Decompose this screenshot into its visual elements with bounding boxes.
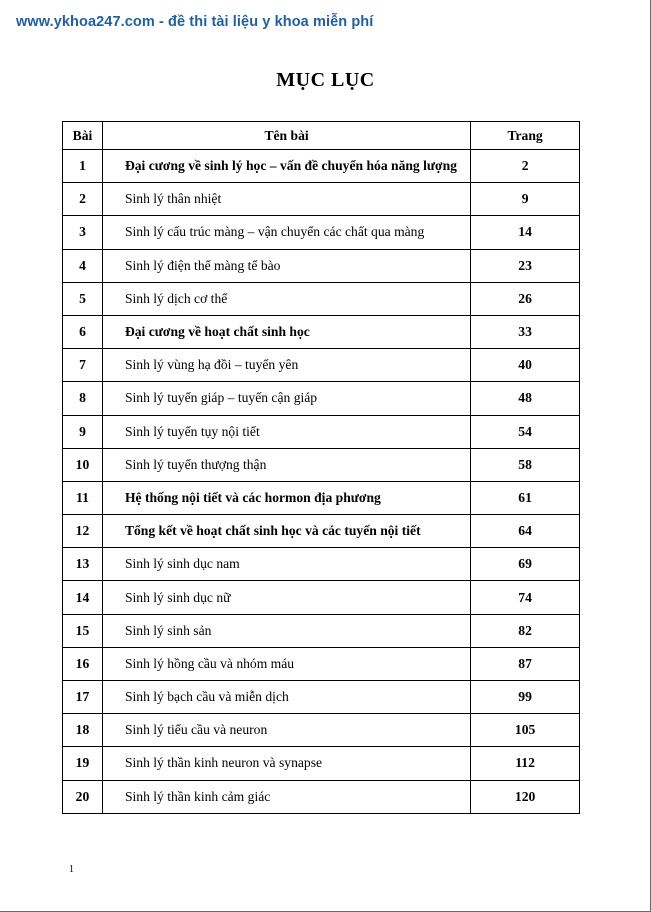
lesson-page: 33 bbox=[471, 315, 580, 348]
table-row[interactable] bbox=[63, 614, 580, 647]
lesson-name[interactable]: Sinh lý tuyến thượng thận bbox=[102, 448, 470, 481]
table-row[interactable] bbox=[63, 548, 580, 581]
lesson-number: 10 bbox=[63, 448, 103, 481]
lesson-name[interactable]: Sinh lý điện thế màng tế bào bbox=[102, 249, 470, 282]
table-row[interactable] bbox=[63, 647, 580, 680]
lesson-page: 48 bbox=[471, 382, 580, 415]
lesson-number: 12 bbox=[63, 515, 103, 548]
lesson-number: 17 bbox=[63, 681, 103, 714]
lesson-name[interactable]: Sinh lý thần kinh neuron và synapse bbox=[102, 747, 470, 780]
header-lesson-number: Bài bbox=[63, 122, 103, 150]
lesson-name[interactable]: Sinh lý dịch cơ thể bbox=[102, 282, 470, 315]
lesson-number: 19 bbox=[63, 747, 103, 780]
lesson-number: 9 bbox=[63, 415, 103, 448]
lesson-page: 14 bbox=[471, 216, 580, 249]
lesson-page: 54 bbox=[471, 415, 580, 448]
lesson-name[interactable]: Sinh lý sinh dục nam bbox=[102, 548, 470, 581]
lesson-page: 23 bbox=[471, 249, 580, 282]
lesson-page: 64 bbox=[471, 515, 580, 548]
lesson-page: 74 bbox=[471, 581, 580, 614]
lesson-number: 7 bbox=[63, 349, 103, 382]
table-row[interactable] bbox=[63, 216, 580, 249]
lesson-name[interactable]: Sinh lý cấu trúc màng – vận chuyển các chất qua màng bbox=[102, 216, 470, 249]
table-row[interactable] bbox=[63, 315, 580, 348]
lesson-number: 13 bbox=[63, 548, 103, 581]
lesson-number: 14 bbox=[63, 581, 103, 614]
lesson-number: 16 bbox=[63, 647, 103, 680]
lesson-number: 18 bbox=[63, 714, 103, 747]
lesson-name[interactable]: Sinh lý tuyến giáp – tuyến cận giáp bbox=[102, 382, 470, 415]
lesson-page: 2 bbox=[471, 150, 580, 183]
lesson-page: 58 bbox=[471, 448, 580, 481]
lesson-number: 8 bbox=[63, 382, 103, 415]
table-row[interactable] bbox=[63, 780, 580, 813]
lesson-page: 87 bbox=[471, 647, 580, 680]
table-row[interactable] bbox=[63, 714, 580, 747]
lesson-number: 3 bbox=[63, 216, 103, 249]
lesson-number: 4 bbox=[63, 249, 103, 282]
table-of-contents bbox=[62, 121, 580, 814]
lesson-page: 99 bbox=[471, 681, 580, 714]
table-row[interactable] bbox=[63, 382, 580, 415]
lesson-name[interactable]: Sinh lý vùng hạ đồi – tuyến yên bbox=[102, 349, 470, 382]
table-row[interactable] bbox=[63, 681, 580, 714]
table-row[interactable] bbox=[63, 481, 580, 514]
table-row[interactable] bbox=[63, 349, 580, 382]
lesson-number: 5 bbox=[63, 282, 103, 315]
lesson-number: 15 bbox=[63, 614, 103, 647]
lesson-name[interactable]: Sinh lý tiểu cầu và neuron bbox=[102, 714, 470, 747]
table-row[interactable] bbox=[63, 448, 580, 481]
lesson-page: 9 bbox=[471, 183, 580, 216]
lesson-number: 11 bbox=[63, 481, 103, 514]
lesson-number: 6 bbox=[63, 315, 103, 348]
table-header-row bbox=[63, 122, 580, 150]
table-row[interactable] bbox=[63, 747, 580, 780]
lesson-page: 61 bbox=[471, 481, 580, 514]
page-number: 1 bbox=[69, 864, 74, 875]
lesson-name[interactable]: Sinh lý bạch cầu và miễn dịch bbox=[102, 681, 470, 714]
lesson-name[interactable]: Đại cương về sinh lý học – vấn đề chuyển hóa năng lượng bbox=[102, 150, 470, 183]
table-row[interactable] bbox=[63, 415, 580, 448]
lesson-page: 40 bbox=[471, 349, 580, 382]
lesson-name[interactable]: Tổng kết về hoạt chất sinh học và các tuyến nội tiết bbox=[102, 515, 470, 548]
table-row[interactable] bbox=[63, 150, 580, 183]
lesson-name[interactable]: Sinh lý thần kinh cảm giác bbox=[102, 780, 470, 813]
table-row[interactable] bbox=[63, 249, 580, 282]
lesson-number: 1 bbox=[63, 150, 103, 183]
lesson-page: 112 bbox=[471, 747, 580, 780]
lesson-page: 69 bbox=[471, 548, 580, 581]
lesson-name[interactable]: Sinh lý sinh dục nữ bbox=[102, 581, 470, 614]
header-lesson-name: Tên bài bbox=[102, 122, 470, 150]
lesson-name[interactable]: Sinh lý tuyến tụy nội tiết bbox=[102, 415, 470, 448]
lesson-page: 105 bbox=[471, 714, 580, 747]
lesson-name[interactable]: Sinh lý thân nhiệt bbox=[102, 183, 470, 216]
table-row[interactable] bbox=[63, 282, 580, 315]
table-body bbox=[63, 150, 580, 814]
lesson-number: 20 bbox=[63, 780, 103, 813]
lesson-number: 2 bbox=[63, 183, 103, 216]
header-page: Trang bbox=[471, 122, 580, 150]
lesson-page: 82 bbox=[471, 614, 580, 647]
lesson-page: 26 bbox=[471, 282, 580, 315]
lesson-name[interactable]: Hệ thống nội tiết và các hormon địa phương bbox=[102, 481, 470, 514]
lesson-name[interactable]: Sinh lý sinh sản bbox=[102, 614, 470, 647]
table-row[interactable] bbox=[63, 581, 580, 614]
lesson-name[interactable]: Đại cương về hoạt chất sinh học bbox=[102, 315, 470, 348]
page-title: MỤC LỤC bbox=[276, 69, 375, 91]
site-header-link[interactable]: www.ykhoa247.com - đề thi tài liệu y khoa miễn phí bbox=[16, 14, 374, 30]
table-row[interactable] bbox=[63, 515, 580, 548]
table-row[interactable] bbox=[63, 183, 580, 216]
lesson-name[interactable]: Sinh lý hồng cầu và nhóm máu bbox=[102, 647, 470, 680]
lesson-page: 120 bbox=[471, 780, 580, 813]
